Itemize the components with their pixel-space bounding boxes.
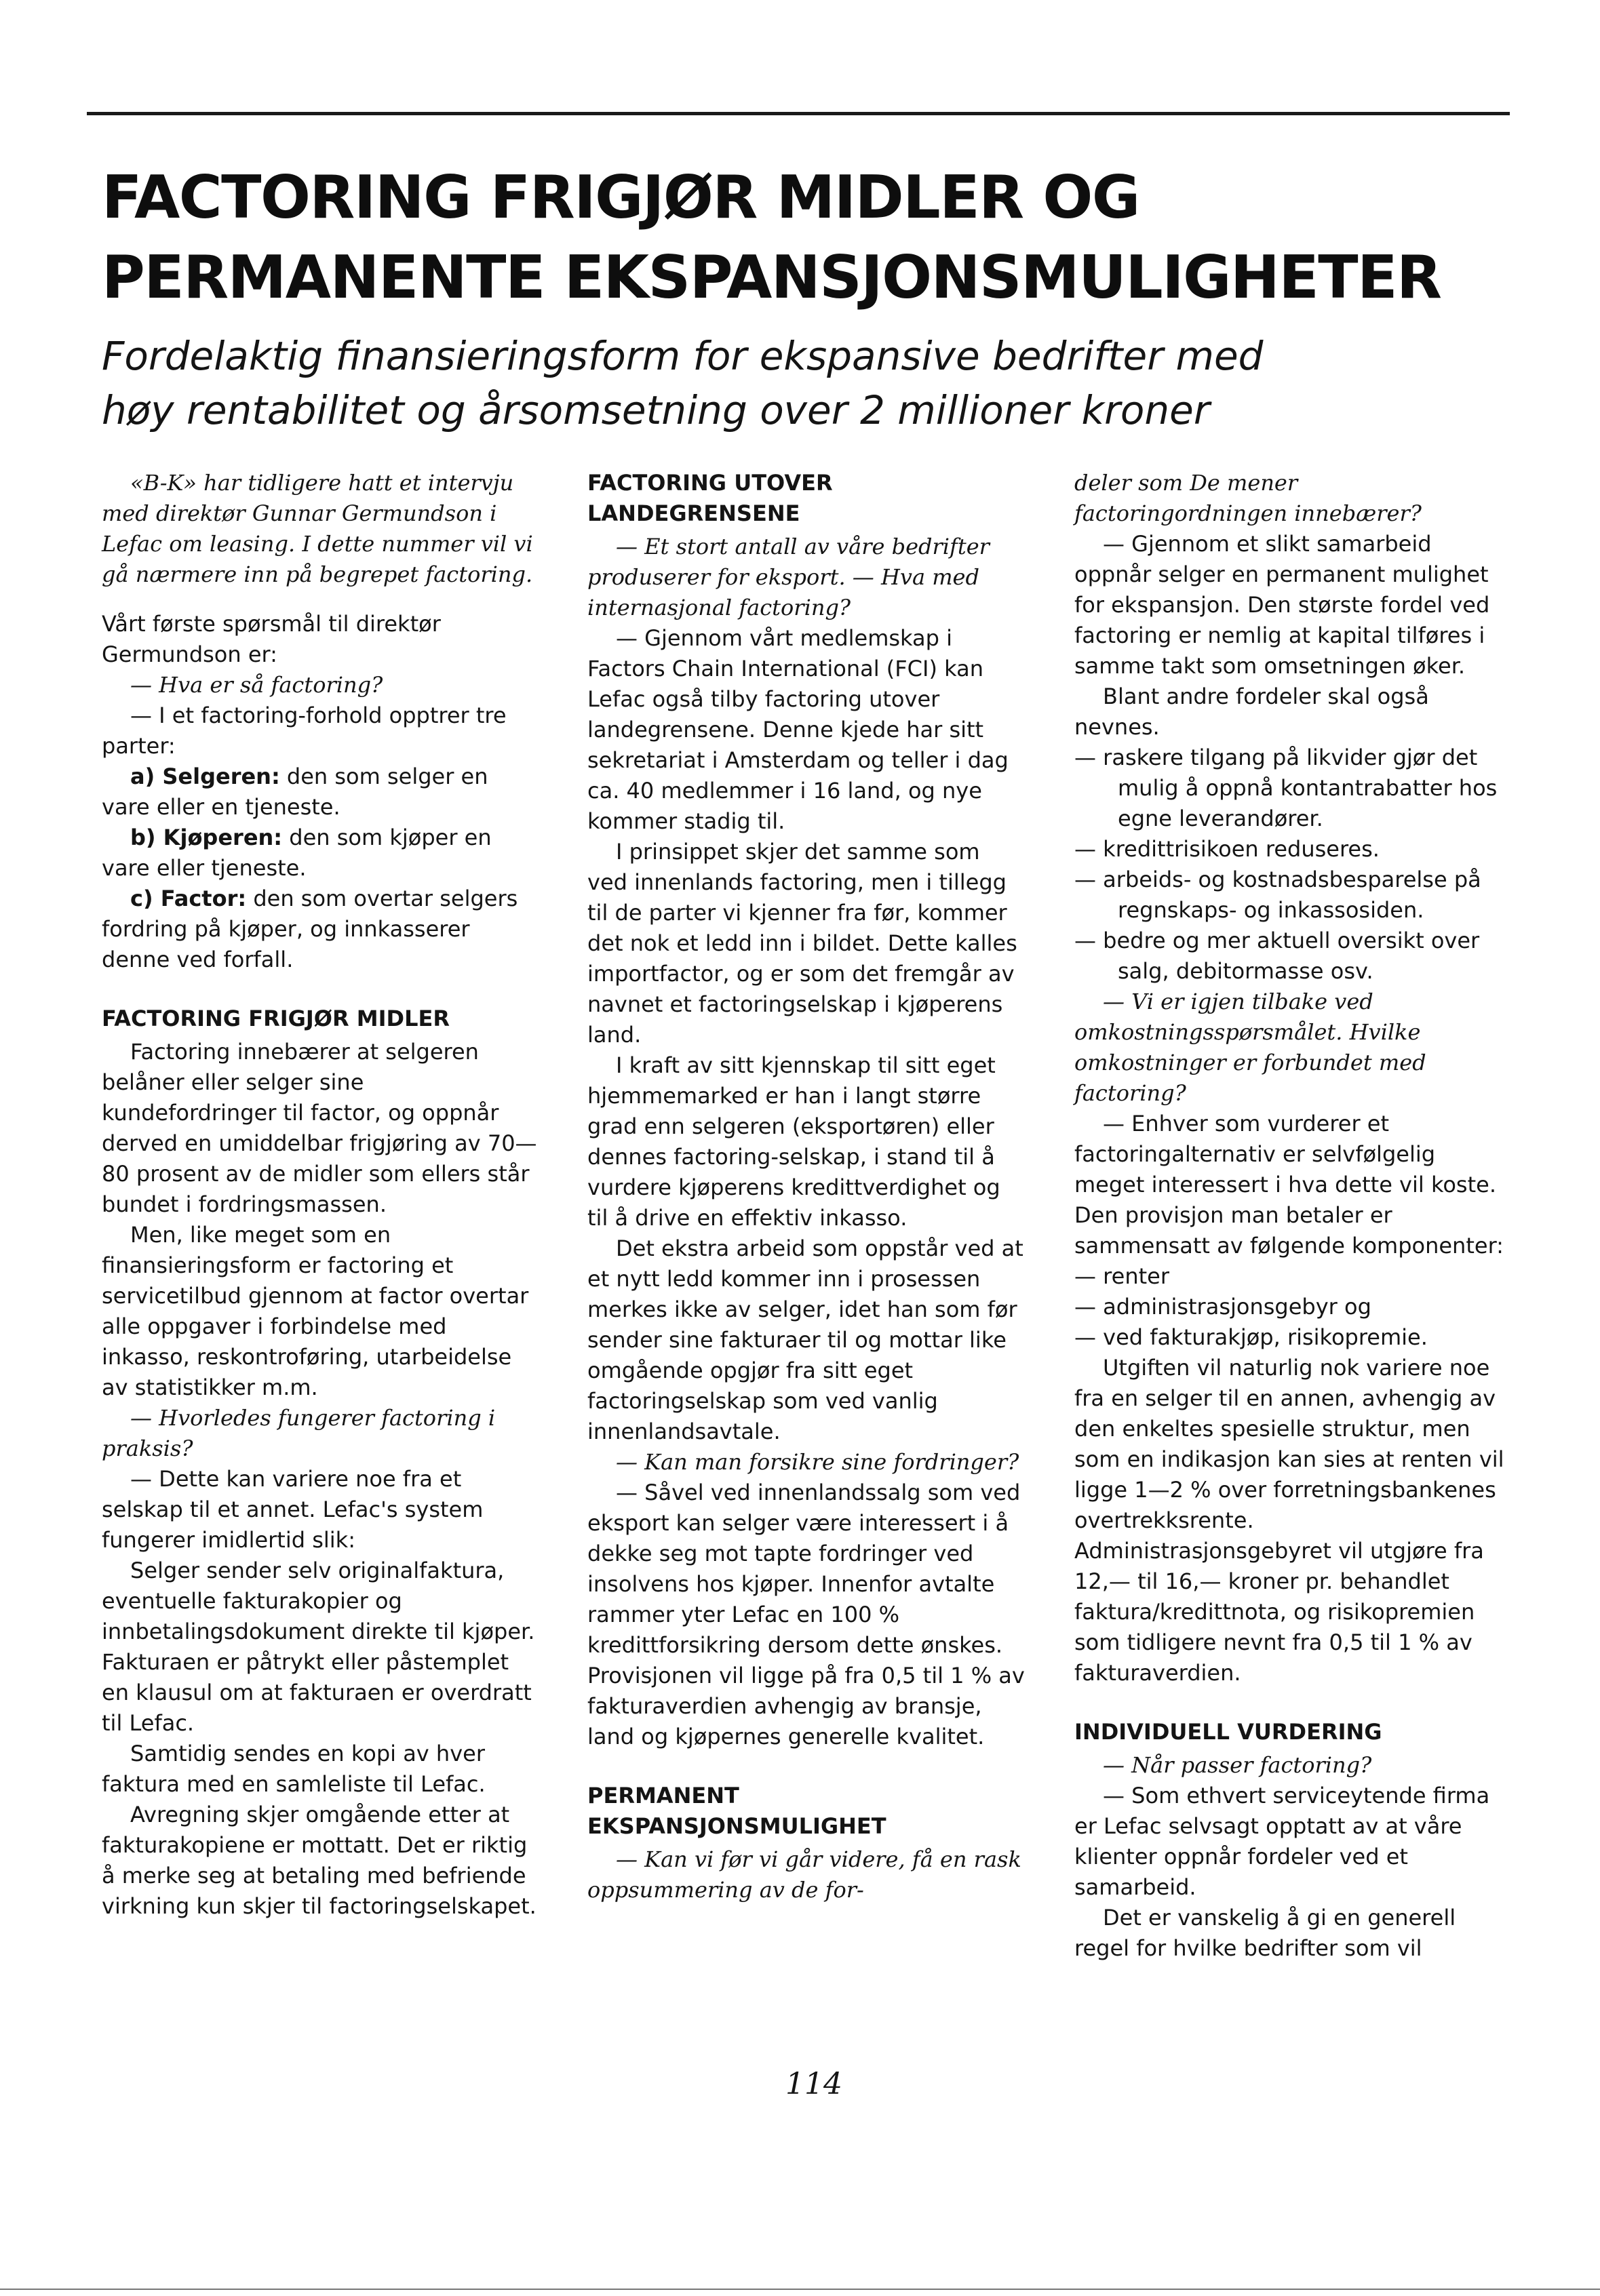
subtitle-line-1: Fordelaktig finansieringsform for ekspansive bedrifter med [102, 333, 1264, 379]
party-b [102, 823, 539, 884]
list-item: — arbeids- og kostnadsbesparelse på regnskaps- og inkassosiden. [1074, 867, 1481, 923]
subtitle [102, 329, 1519, 437]
paragraph: I kraft av sitt kjennskap til sitt eget hjemmemarked er han i langt større grad enn selgeren (eksportøren) eller dennes factoring-selskap, i stand til å vurdere kjøperens kredittverdighet og til å drive en effektiv inkasso. [587, 1052, 1000, 1231]
intro-paragraph: «B-K» har tidligere hatt et intervju med direktør Gunnar Germundson i Lefac om leasing. I dette nummer vil vi gå nærmere inn på begrepet factoring. [102, 470, 533, 587]
question: — Når passer factoring? [1103, 1752, 1372, 1778]
column-1 [102, 468, 539, 1922]
headline-line-1: FACTORING FRIGJØR MIDLER OG [102, 163, 1139, 232]
question: — Kan man forsikre sine fordringer? [616, 1449, 1019, 1475]
column-2 [587, 468, 1025, 1905]
list-item: — administrasjonsgebyr og [1074, 1294, 1371, 1320]
paragraph: Samtidig sendes en kopi av hver faktura med en samleliste til Lefac. [102, 1741, 486, 1797]
list-item: — renter [1074, 1263, 1169, 1289]
top-rule [87, 112, 1510, 115]
paragraph: Det er vanskelig å gi en generell regel for hvilke bedrifter som vil [1074, 1905, 1456, 1961]
bottom-rule [0, 2289, 1600, 2290]
party-c [102, 884, 539, 975]
question: — Kan vi før vi går videre, få en rask oppsummering av de for- [587, 1846, 1021, 1903]
list-item: — kredittrisikoen reduseres. [1074, 836, 1380, 862]
paragraph: Vårt første spørsmål til direktør Germundson er: [102, 611, 441, 667]
list-item: — raskere tilgang på likvider gjør det mulig å oppnå kontantrabatter hos egne leverandører. [1074, 745, 1498, 831]
answer: — Gjennom vårt medlemskap i Factors Chain International (FCI) kan Lefac også tilby factoring utover landegrensene. Denne kjede har sitt sekretariat i Amsterdam og teller i dag ca. 40 medlemmer i 16 land, og nye kommer stadig til. [587, 625, 1009, 834]
section-heading: PERMANENT EKSPANSJONSMULIGHET [587, 1783, 886, 1839]
list-item: — bedre og mer aktuell oversikt over salg, debitormasse osv. [1074, 928, 1480, 984]
party-a [102, 761, 539, 823]
party-b-text: den som kjøper en vare eller tjeneste. [102, 825, 492, 881]
party-a-label: a) Selgeren: [130, 764, 280, 789]
paragraph: Men, like meget som en finansieringsform er factoring et servicetilbud gjennom at factor overtar alle oppgaver i forbindelse med inkasso, reskontroføring, utarbeidelse av statistikker m.m. [102, 1222, 529, 1400]
answer: — Dette kan variere noe fra et selskap til et annet. Lefac's system fungerer imidlertid slik: [102, 1466, 484, 1553]
paragraph: Blant andre fordeler skal også nevnes. [1074, 684, 1429, 740]
question: — Et stort antall av våre bedrifter produserer for eksport. — Hva med internasjonal factoring? [587, 534, 990, 620]
question-continued: deler som De mener factoringordningen innebærer? [1074, 470, 1422, 526]
paragraph: Utgiften vil naturlig nok variere noe fra en selger til en annen, avhengig av den enkeltes spesielle struktur, men som en indikasjon kan sies at renten vil ligge 1—2 % over forretningsbankenes overtrekksrente. Administrasjonsgebyret vil utgjøre fra 12,— til 16,— kroner pr. behandlet faktura/kredittnota, og risikopremien som tidligere nevnt fra 0,5 til 1 % av fakturaverdien. [1074, 1355, 1504, 1686]
paragraph: Factoring innebærer at selgeren belåner eller selger sine kundefordringer til factor, og oppnår derved en umiddelbar frigjøring av 70—80 prosent av de midler som ellers står bundet i fordringsmassen. [102, 1039, 537, 1217]
paragraph: I prinsippet skjer det samme som ved innenlands factoring, men i tillegg til de parter vi kjenner fra før, kommer det nok et ledd inn i bildet. Dette kalles importfactor, og er som det fremgår av navnet et factoringselskap i kjøperens land. [587, 839, 1017, 1048]
section-heading: FACTORING UTOVER LANDEGRENSENE [587, 470, 833, 526]
subtitle-line-2: høy rentabilitet og årsomsetning over 2 millioner kroner [102, 387, 1210, 433]
page-number: 114 [785, 2067, 842, 2101]
question: — Hva er så factoring? [130, 672, 383, 698]
party-c-text: den som overtar selgers fordring på kjøper, og innkasserer denne ved forfall. [102, 886, 518, 972]
section-heading: FACTORING FRIGJØR MIDLER [102, 1006, 450, 1031]
party-a-text: den som selger en vare eller en tjeneste. [102, 764, 488, 820]
question: — Hvorledes fungerer factoring i praksis? [102, 1405, 496, 1461]
answer: — Såvel ved innenlandssalg som ved eksport kan selger være interessert i å dekke seg mot tapte fordringer ved insolvens hos kjøper. Innenfor avtalte rammer yter Lefac en 100 % kredittforsikring dersom dette ønskes. Provisjonen vil ligge på fra 0,5 til 1 % av fakturaverdien avhengig av bransje, land og kjøpernes generelle kvalitet. [587, 1480, 1025, 1749]
question: — Vi er igjen tilbake ved omkostningsspørsmålet. Hvilke omkostninger er forbundet med factoring? [1074, 989, 1426, 1106]
list-item: — ved fakturakjøp, risikopremie. [1074, 1324, 1428, 1350]
headline [102, 157, 1519, 317]
paragraph: Selger sender selv originalfaktura, eventuelle fakturakopier og innbetalingsdokument direkte til kjøper. Fakturaen er påtrykt eller påstemplet en klausul om at fakturaen er overdratt til Lefac. [102, 1558, 535, 1736]
party-b-label: b) Kjøperen: [130, 825, 283, 850]
answer: — Enhver som vurderer et factoringalternativ er selvfølgelig meget interessert i hva dette vil koste. Den provisjon man betaler er sammensatt av følgende komponenter: [1074, 1111, 1504, 1259]
headline-line-2: PERMANENTE EKSPANSJONSMULIGHETER [102, 243, 1441, 312]
section-heading: INDIVIDUELL VURDERING [1074, 1719, 1382, 1745]
answer: — Gjennom et slikt samarbeid oppnår selger en permanent mulighet for ekspansjon. Den største fordel ved factoring er nemlig at kapital tilføres i samme takt som omsetningen øker. [1074, 531, 1490, 679]
answer: — Som ethvert serviceytende firma er Lefac selvsagt opptatt av at våre klienter oppnår fordeler ved et samarbeid. [1074, 1783, 1490, 1900]
column-3 [1074, 468, 1512, 1964]
paragraph: Avregning skjer omgående etter at fakturakopiene er mottatt. Det er riktig å merke seg at betaling med befriende virkning kun skjer til factoringselskapet. [102, 1802, 536, 1919]
paragraph: Det ekstra arbeid som oppstår ved at et nytt ledd kommer inn i prosessen merkes ikke av selger, idet han som før sender sine fakturaer til og mottar like omgående opgjør fra sitt eget factoringselskap som ved vanlig innenlandsavtale. [587, 1235, 1023, 1444]
answer: — I et factoring-forhold opptrer tre parter: [102, 702, 507, 759]
party-c-label: c) Factor: [130, 886, 247, 911]
